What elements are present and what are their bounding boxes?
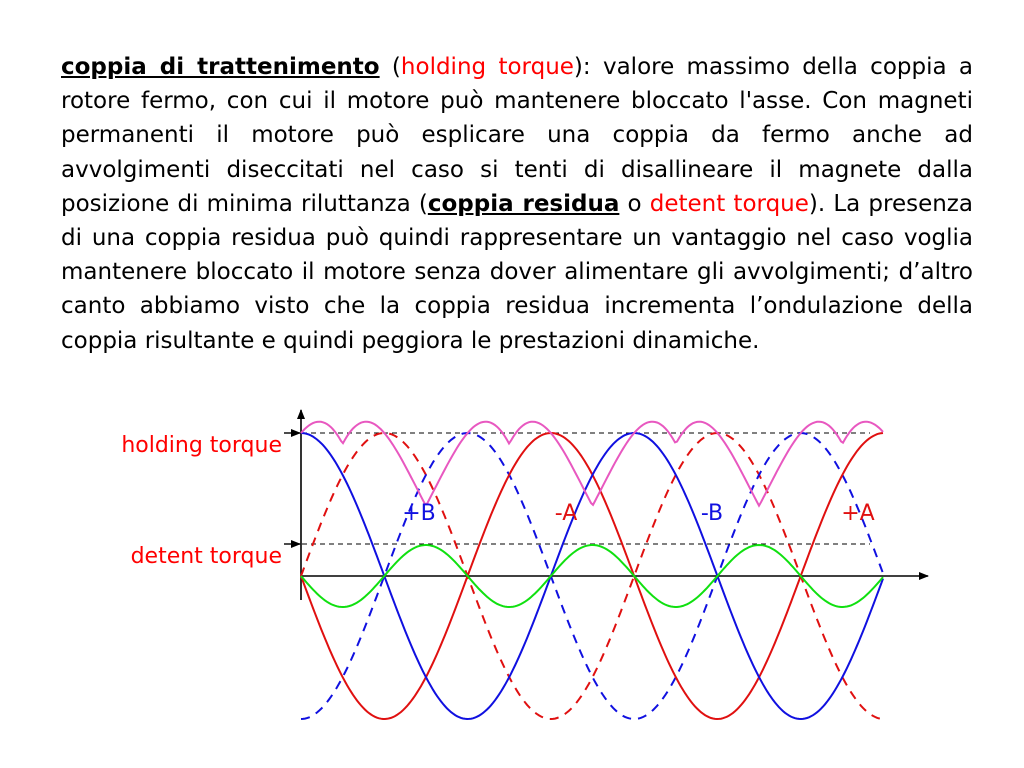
- description-paragraph: [61, 50, 973, 358]
- sentence-residual-effects: ). La presenza di una coppia residua può quindi rappresentare un vantaggio nel caso voglia mantenere bloccato il motore senza dover alimentare gli avvolgimenti; d’altro canto abbiamo visto che la coppia residua incrementa l’ondulazione della coppia risultante e quindi peggiora le prestazioni dinamiche.: [61, 190, 973, 354]
- phase-label-plus-a: +A: [841, 501, 875, 526]
- open-paren-1: (: [379, 54, 401, 80]
- or-word: o: [619, 190, 650, 217]
- torque-diagram: [0, 400, 1024, 730]
- holding-torque-label: holding torque: [121, 433, 282, 458]
- phase-label-minus-a: -A: [554, 501, 578, 526]
- detent-torque-label: detent torque: [130, 544, 282, 569]
- term-coppia-di-trattenimento: coppia di trattenimento: [61, 54, 380, 80]
- term-holding-torque: holding torque: [400, 54, 574, 80]
- phase-label-minus-b: -B: [700, 501, 724, 526]
- holding-torque-envelope-curve: [301, 422, 883, 506]
- phase-label-plus-b: +B: [402, 501, 436, 526]
- term-coppia-residua: coppia residua: [427, 190, 620, 217]
- sentence-holding-definition: ): valore massimo della coppia a rotore fermo, con cui il motore può mantenere bloccato l'asse. Con magneti permanenti il motore può esplicare una coppia da fermo anche ad avvolgimenti diseccitati nel caso si tenti di disallineare il magnete dalla posizione di minima riluttanza (: [61, 54, 973, 217]
- term-detent-torque: detent torque: [649, 190, 809, 217]
